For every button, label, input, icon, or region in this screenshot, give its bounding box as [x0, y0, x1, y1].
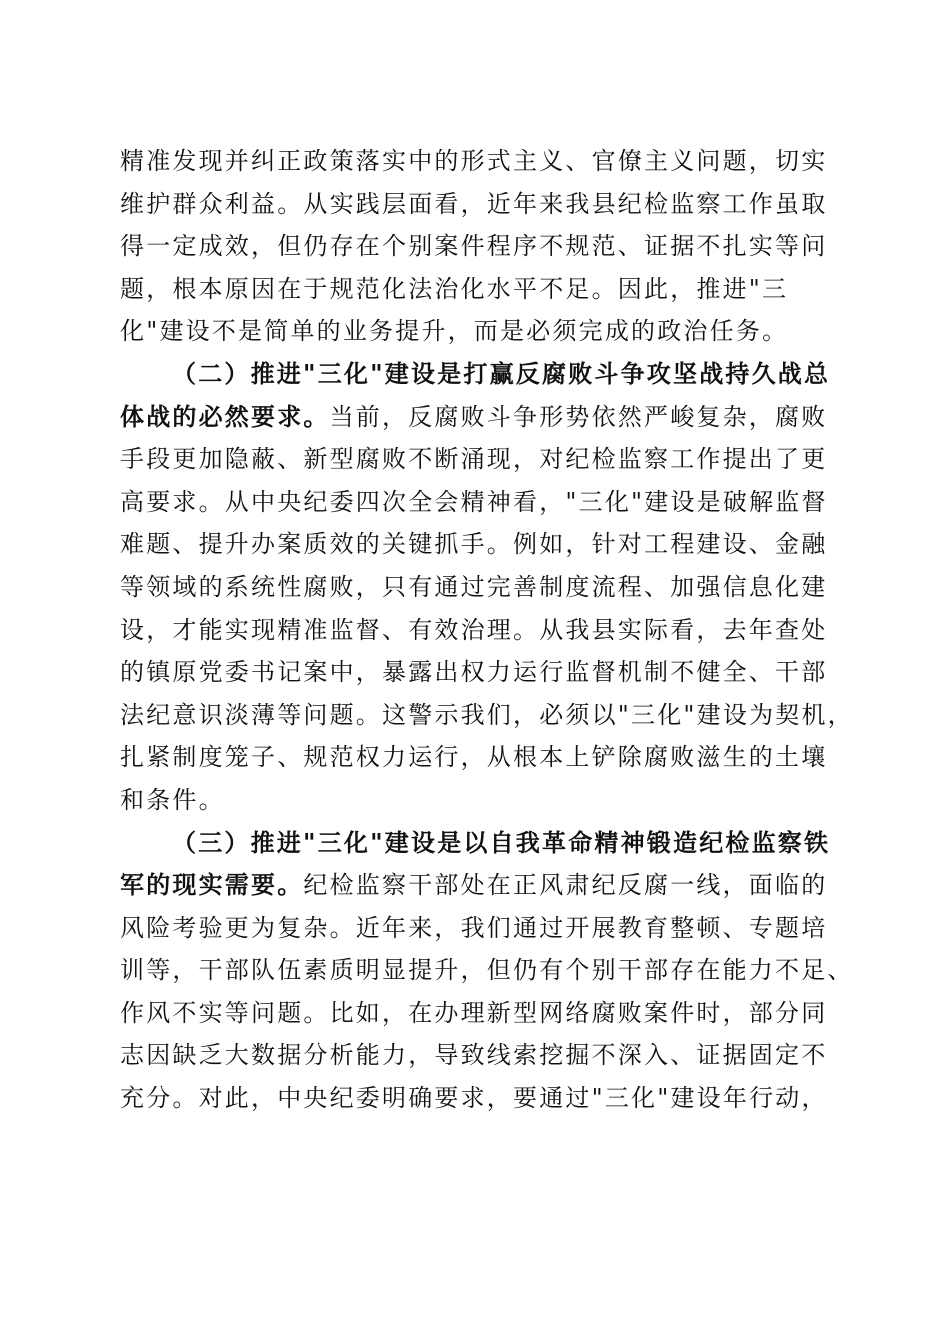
body-text: 当前，反腐败斗争形势依然严峻复杂，腐败	[329, 402, 828, 431]
document-page	[120, 140, 854, 1120]
section-heading-part: 体战的必然要求。	[120, 401, 330, 431]
text-line	[120, 396, 830, 439]
text-line: 手段更加隐蔽、新型腐败不断涌现，对纪检监察工作提出了更	[120, 445, 828, 474]
text-line: 难题、提升办案质效的关键抓手。例如，针对工程建设、金融	[120, 530, 828, 559]
text-line	[120, 353, 830, 396]
text-line: 的镇原党委书记案中，暴露出权力运行监督机制不健全、干部	[120, 658, 828, 687]
text-line: 法纪意识淡薄等问题。这警示我们，必须以"三化"建设为契机，	[120, 700, 854, 729]
text-line: 志因缺乏大数据分析能力，导致线索挖掘不深入、证据固定不	[120, 1041, 828, 1070]
text-line: 设，才能实现精准监督、有效治理。从我县实际看，去年查处	[120, 615, 828, 644]
text-line: 维护群众利益。从实践层面看，近年来我县纪检监察工作虽取	[120, 189, 828, 218]
body-text: 纪检监察干部处在正风肃纪反腐一线，面临的	[303, 871, 828, 900]
text-line: 训等，干部队伍素质明显提升，但仍有个别干部存在能力不足、	[120, 956, 854, 985]
text-line: 题，根本原因在于规范化法治化水平不足。因此，推进"三	[120, 274, 789, 303]
paragraph-section-three	[120, 822, 854, 1120]
text-line	[120, 822, 830, 865]
text-line: 充分。对此，中央纪委明确要求，要通过"三化"建设年行动，	[120, 1084, 828, 1113]
text-line: 风险考验更为复杂。近年来，我们通过开展教育整顿、专题培	[120, 913, 828, 942]
paragraph-continuation	[120, 140, 830, 353]
text-line: 作风不实等问题。比如，在办理新型网络腐败案件时，部分同	[120, 998, 828, 1027]
text-line: 得一定成效，但仍存在个别案件程序不规范、证据不扎实等问	[120, 232, 828, 261]
section-heading-part: （三）推进"三化"建设是以自我革命精神锻造纪检监察铁	[172, 827, 831, 857]
paragraph-section-two	[120, 353, 854, 822]
text-line: 扎紧制度笼子、规范权力运行，从根本上铲除腐败滋生的土壤	[120, 743, 828, 772]
text-line: 和条件。	[120, 785, 225, 814]
text-line: 精准发现并纠正政策落实中的形式主义、官僚主义问题，切实	[120, 147, 828, 175]
text-line	[120, 864, 830, 907]
text-line: 化"建设不是简单的业务提升，而是必须完成的政治任务。	[120, 317, 789, 346]
section-heading-part: 军的现实需要。	[120, 870, 304, 900]
text-line: 高要求。从中央纪委四次全会精神看，"三化"建设是破解监督	[120, 487, 828, 516]
section-heading-part: （二）推进"三化"建设是打赢反腐败斗争攻坚战持久战总	[172, 358, 831, 388]
text-line: 等领域的系统性腐败，只有通过完善制度流程、加强信息化建	[120, 572, 828, 601]
